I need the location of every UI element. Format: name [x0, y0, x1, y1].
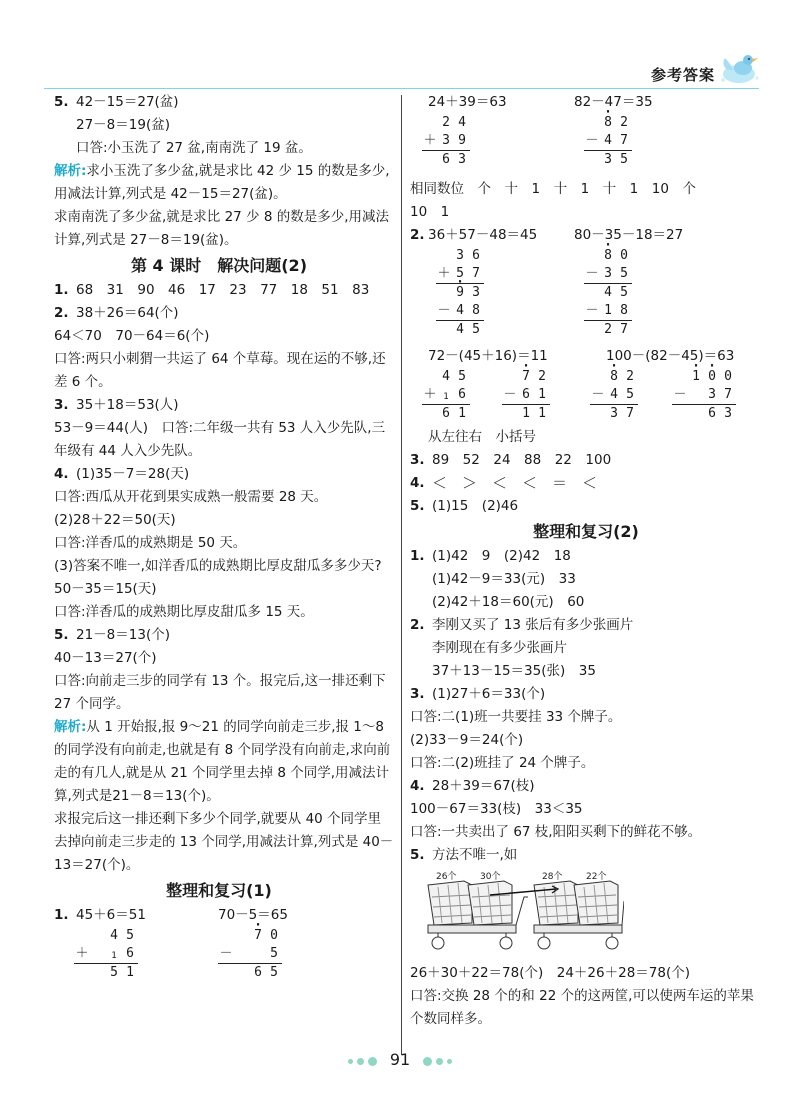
answer-line: 89 52 24 88 22 100 — [432, 452, 612, 468]
answer-line: 42－15＝27(盆) — [76, 94, 179, 110]
vertical-calc-addition: 4 5 ＋ 1 6 5 1 — [74, 927, 138, 982]
answer-line: (3)答案不唯一,如洋香瓜的成熟期比厚皮甜瓜多多少天? — [54, 558, 382, 574]
equation-b: 80－35－18＝27 — [574, 227, 684, 243]
equation-c: 72－(45＋16)＝11 — [428, 348, 548, 364]
item-number: 4. — [410, 475, 425, 491]
answer-line: (1)42－9＝33(元) 33 — [432, 571, 576, 587]
item-number: 3. — [54, 397, 69, 413]
analysis-text: 从 1 开始报,报 9～21 的同学向前走三步,报 1～8 的同学没有向前走,也就是有 8 个同学没有向前走,求向前走的有几人,就是从 21 个同学里去掉 8 个同学,用减法计算,列式是21－8＝13(个)。 — [54, 719, 391, 804]
section-title-review1: 整理和复习(1) — [166, 881, 272, 900]
footer-dots-right — [421, 1051, 454, 1070]
answer-line: 口答:小玉洗了 27 盆,南南洗了 19 盆。 — [76, 140, 312, 156]
answer-line: 38＋26＝64(个) — [76, 305, 179, 321]
answer-item-1-review2 — [410, 545, 762, 614]
answer-item-1 — [54, 279, 394, 302]
header-rule — [44, 88, 759, 89]
vertical-calc-addition: 2 4 ＋ 3 9 6 3 — [422, 114, 470, 169]
equation-b: 70－5＝65 — [218, 907, 288, 923]
answer-line: 从左往右 小括号 — [428, 429, 536, 445]
cart-illustration — [424, 867, 762, 962]
answer-line: 37＋13－15＝35(张) 35 — [432, 663, 596, 679]
page-number: 91 — [389, 1050, 411, 1069]
answer-item-5 — [410, 495, 762, 518]
section-title-lesson4: 第 4 课时 解决问题(2) — [130, 256, 308, 275]
answer-line: 李刚现在有多少张画片 — [432, 640, 567, 656]
answer-line: 40－13＝27(个) — [54, 650, 157, 666]
item-number: 2. — [410, 227, 425, 243]
answer-line: 口答:二(1)班一共要挂 33 个牌子。 — [410, 709, 622, 725]
item-number: 5. — [410, 847, 425, 863]
header-label: 参考答案 — [651, 66, 716, 84]
analysis-text: 求报完后这一排还剩下多少个同学,就要从 40 个同学里去掉向前走三步走的 13 个同学,用减法计算,列式是 40－13＝27(个)。 — [54, 811, 394, 873]
item-number: 2. — [54, 305, 69, 321]
answer-line: (1)35－7＝28(天) — [76, 466, 190, 482]
equation-a: 36＋57－48＝45 — [428, 227, 538, 243]
equation-a: 45＋6＝51 — [76, 907, 146, 923]
answer-line: 10 1 — [410, 204, 450, 220]
answer-item-4-review2 — [410, 775, 762, 798]
equation-b: 82－47＝35 — [574, 94, 653, 110]
answer-line: (2)33－9＝24(个) — [410, 732, 524, 748]
cart-label: 30个 — [480, 872, 501, 882]
answer-line: 100－67＝33(枝) 33＜35 — [410, 801, 583, 817]
cart-label: 26个 — [436, 872, 457, 882]
cart-label: 28个 — [542, 872, 563, 882]
vertical-calc-pair — [410, 247, 762, 345]
answer-line: (1)42 9 (2)42 18 — [432, 548, 571, 564]
vertical-calc-subtraction: · 7 0 － 5 6 5 — [218, 927, 282, 982]
answer-item-5b — [54, 624, 394, 647]
vertical-calc-d2: · 1 · 0 0 － 3 7 6 3 — [672, 368, 736, 423]
analysis-text: 求小玉洗了多少盆,就是求比 42 少 15 的数是多少,用减法计算,列式是 42－15＝27(盆)。 — [54, 163, 390, 202]
answer-line: 68 31 90 46 17 23 77 18 51 83 — [76, 282, 370, 298]
answer-line: 21－8＝13(个) — [76, 627, 170, 643]
vertical-calc-c2: · 7 2 － 6 1 1 1 — [502, 368, 550, 423]
item-number: 3. — [410, 686, 425, 702]
answer-line: 53－9＝44(人) 口答:二年级一共有 53 人入少先队,三年级有 44 人入少先队。 — [54, 420, 386, 459]
item-number: 2. — [410, 617, 425, 633]
answer-line: 口答:洋香瓜的成熟期是 50 天。 — [54, 535, 247, 551]
section-title-review2: 整理和复习(2) — [533, 522, 639, 541]
item-number: 5. — [54, 627, 69, 643]
item-number: 5. — [54, 94, 69, 110]
answer-line: 口答:交换 28 个的和 22 个的这两筐,可以使两车运的苹果个数同样多。 — [410, 988, 754, 1027]
answer-item-1-review1 — [54, 904, 394, 927]
answer-item-2 — [410, 224, 762, 247]
answer-item-2-review2 — [410, 614, 762, 683]
answer-item-4 — [410, 472, 762, 495]
answer-item-4 — [54, 463, 394, 486]
column-divider — [401, 95, 402, 1055]
answer-line: 27－8＝19(盆) — [76, 117, 170, 133]
answer-line: 口答:洋香瓜的成熟期比厚皮甜瓜多 15 天。 — [54, 604, 314, 620]
item-number: 1. — [54, 282, 69, 298]
answer-line: 28＋39＝67(枝) — [432, 778, 535, 794]
analysis-tag: 解析: — [54, 163, 87, 179]
vertical-calc-pair — [54, 927, 394, 993]
item-number: 4. — [410, 778, 425, 794]
answer-line: 口答:西瓜从开花到果实成熟一般需要 28 天。 — [54, 489, 328, 505]
item-number: 3. — [410, 452, 425, 468]
analysis-tag: 解析: — [54, 719, 87, 735]
footer-dots-left — [346, 1051, 379, 1070]
answer-line: 相同数位 个 十 1 十 1 十 1 10 个 — [410, 181, 696, 197]
answer-item-3 — [410, 449, 762, 472]
answer-item-3 — [54, 394, 394, 417]
right-column — [410, 91, 762, 1031]
page-footer — [0, 1050, 800, 1070]
answer-line: 口答:两只小刺猬一共运了 64 个草莓。现在运的不够,还差 6 个。 — [54, 351, 386, 390]
item-number: 1. — [410, 548, 425, 564]
equation-d: 100－(82－45)＝63 — [606, 348, 735, 364]
item-number: 1. — [54, 907, 69, 923]
analysis-block — [54, 716, 394, 808]
answer-line: 李刚又买了 13 张后有多少张画片 — [432, 617, 634, 633]
equation-a: 24＋39＝63 — [428, 94, 507, 110]
answer-item-5-review2 — [410, 844, 762, 867]
answer-item-5 — [54, 91, 394, 160]
answer-line: 50－35＝15(天) — [54, 581, 157, 597]
vertical-calc-subtraction: · 8 2 － 4 7 3 5 — [584, 114, 632, 169]
answer-line: 64＜70 70－64＝6(个) — [54, 328, 210, 344]
item-number: 4. — [54, 466, 69, 482]
answer-line: 口答:一共卖出了 67 枝,阳阳买剩下的鲜花不够。 — [410, 824, 702, 840]
vertical-calc-c1: 4 5 ＋ 1 6 6 1 — [422, 368, 470, 423]
item-number: 5. — [410, 498, 425, 514]
vertical-calc-d1: · 8 2 － 4 5 3 7 — [590, 368, 638, 423]
answer-line: 方法不唯一,如 — [432, 847, 518, 863]
answer-line: ＜ ＞ ＜ ＜ ＝ ＜ — [432, 474, 598, 492]
answer-item-2 — [54, 302, 394, 325]
bird-decoration-icon — [717, 50, 761, 86]
answer-line: (1)27＋6＝33(个) — [432, 686, 546, 702]
answer-item-3-review2 — [410, 683, 762, 706]
vertical-calc-pair — [410, 114, 762, 178]
analysis-text: 求南南洗了多少盆,就是求比 27 少 8 的数是多少,用减法计算,列式是 27－8＝19(盆)。 — [54, 209, 390, 248]
apple-carts-image — [424, 867, 624, 959]
answer-line: (1)15 (2)46 — [432, 498, 519, 514]
answer-line: (2)42＋18＝60(元) 60 — [432, 594, 585, 610]
answer-line: 口答:二(2)班挂了 24 个牌子。 — [410, 755, 595, 771]
cart-label: 22个 — [586, 872, 607, 882]
left-column — [54, 91, 394, 993]
analysis-block — [54, 160, 394, 206]
vertical-calc-quad — [410, 368, 762, 426]
answer-line: (2)28＋22＝50(天) — [54, 512, 176, 528]
answer-line: 35＋18＝53(人) — [76, 397, 179, 413]
answer-line: 26＋30＋22＝78(个) 24＋26＋28＝78(个) — [410, 965, 690, 981]
answer-line: 口答:向前走三步的同学有 13 个。报完后,这一排还剩下 27 个同学。 — [54, 673, 386, 712]
vertical-calc-two-step-a: 3 6 ＋ 5 7 · 9 3 － 4 8 4 5 — [436, 247, 484, 339]
vertical-calc-two-step-b: · 8 0 － 3 5 4 5 － 1 8 2 7 — [584, 247, 632, 339]
